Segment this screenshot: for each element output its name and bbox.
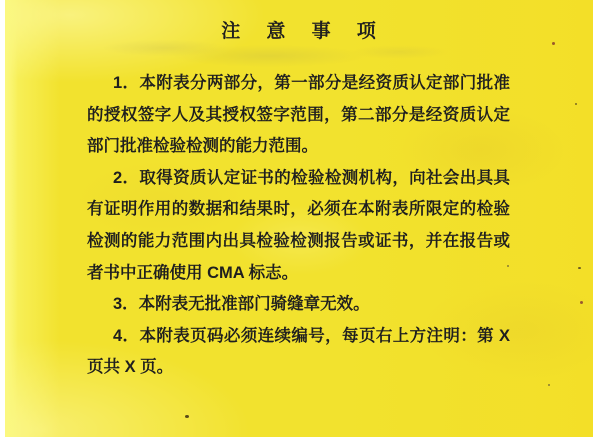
paper-speckle — [507, 265, 509, 267]
paper-speckle — [578, 267, 581, 269]
page-title: 注 意 事 项 — [221, 21, 387, 42]
notice-paragraph-4: 4．本附表页码必须连续编号，每页右上方注明：第 X 页共 X 页。 — [87, 326, 510, 377]
paper-speckle — [580, 301, 583, 304]
paper-speckle — [185, 415, 189, 418]
scan-edge-left-highlight — [5, 0, 18, 437]
paper-speckle — [548, 384, 550, 386]
notice-paragraph-3: 3．本附表无批准部门骑缝章无效。 — [113, 295, 370, 314]
scan-edge-right — [593, 0, 600, 437]
paper-speckle — [552, 42, 555, 45]
notice-paragraph-2: 2．取得资质认定证书的检验检测机构，向社会出具具有证明作用的数据和结果时，必须在本附表所限定的检验检测的能力范围内出具检验检测报告或证书，并在报告或者书中正确使用 CMA 标志。 — [87, 168, 510, 282]
notice-body — [87, 68, 510, 384]
paper-speckle — [575, 103, 577, 105]
notice-paragraph-1: 1．本附表分两部分，第一部分是经资质认定部门批准的授权签字人及其授权签字范围，第二部分是经资质认定部门批准检验检测的能力范围。 — [87, 74, 510, 156]
